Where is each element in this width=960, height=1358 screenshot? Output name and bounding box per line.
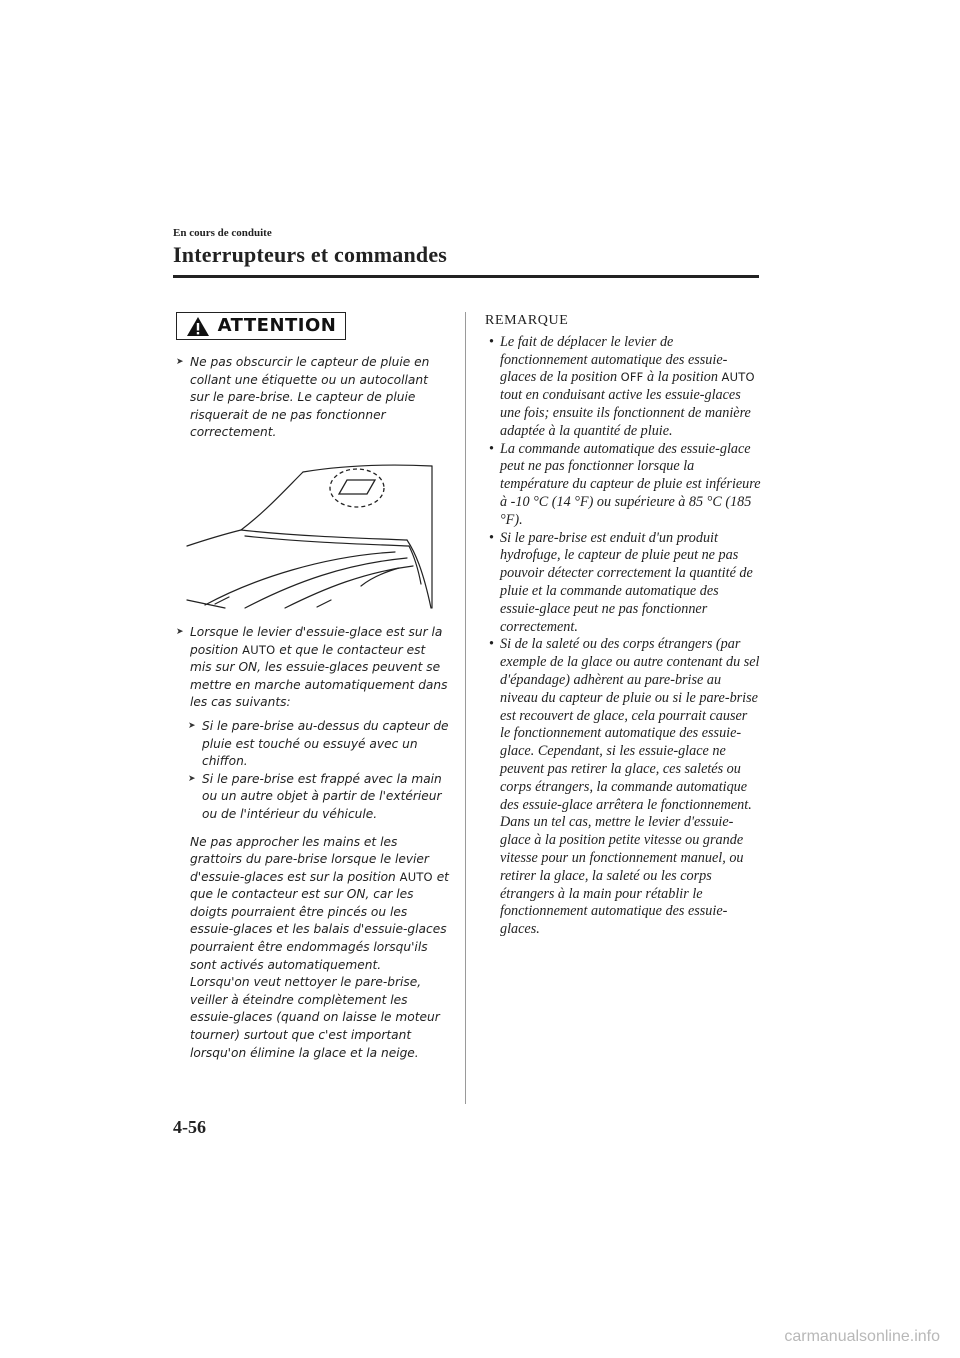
bullet-dot-icon: • xyxy=(489,333,494,350)
note-heading: REMARQUE xyxy=(485,313,569,328)
note-item-dirt-ice: • Si de la saleté ou des corps étrangers (par exemple de la glace ou autre contenant du sel d'épandage) adhèrent au pare-brise au niveau du capteur de pluie ou si le pare-brise est recouvert de glace, cela pourrait causer le fonctionnement automatique des essuie-glace. Cependant, si les essuie-glace ne peuvent pas retirer la glace, ces saletés ou corps étrangers, la commande automatique des essuie-glace arrêtera le fonctionnement. Dans un tel cas, mettre le levier d'essuie-glace à la position petite vitesse ou grande vitesse pour un fonctionnement manuel, ou retirer la glace, la saleté ou les corps étrangers à la main pour rétablir le fonctionnement automatique des essuie-glaces. xyxy=(489,636,760,938)
arrow-bullet-icon: ➤ xyxy=(176,357,184,367)
column-divider xyxy=(465,312,466,1104)
note-item-temperature: • La commande automatique des essuie-glace peut ne pas fonctionner lorsque la température du capteur de pluie est inférieure à -10 °C (14 °F) ou supérieure à 85 °C (185 °F). xyxy=(489,440,761,528)
warning-paragraph-cleaning: Lorsqu'on veut nettoyer le pare-brise, veiller à éteindre complètement les essuie-glaces (quand on laisse le moteur tourner) surtout que c'est important lorsqu'on élimine la glace et la neige. xyxy=(190,975,440,1060)
bullet-dot-icon: • xyxy=(489,529,494,546)
bullet-dot-icon: • xyxy=(489,636,494,653)
auto-mode-label: AUTO xyxy=(399,869,433,884)
note-item-off-to-auto: • Le fait de déplacer le levier de fonctionnement automatique des essuie-glaces de la position OFF à la position AUTO tout en conduisant active les essuie-glaces une fois; ensuite ils fonctionnent de manière adaptée à la quantité de pluie. xyxy=(489,333,755,439)
warning-banner xyxy=(176,312,346,340)
warning-subitem-struck: ➤ Si le pare-brise est frappé avec la main ou un autre objet à partir de l'extérieur ou de l'intérieur du véhicule. xyxy=(188,771,442,821)
rain-sensor-highlight xyxy=(330,469,384,507)
warning-column xyxy=(173,312,449,1062)
warning-paragraph-hands: Ne pas approcher les mains et les grattoirs du pare-brise lorsque le levier d'essuie-glaces est sur la position AUTO et que le contacteur est sur ON, car les doigts pourraient être pincés ou les essuie-glaces et les balais d'essuie-glaces pourraient être endommagés lorsqu'ils sont activés automatiquement. xyxy=(190,834,449,972)
arrow-bullet-icon: ➤ xyxy=(176,626,184,637)
warning-item-sticker: ➤ Ne pas obscurcir le capteur de pluie en collant une étiquette ou un autocollant sur le pare-brise. Le capteur de pluie risquerait de ne pas fonctionner correctement. xyxy=(176,355,430,440)
warning-subitem-touched: ➤ Si le pare-brise au-dessus du capteur de pluie est touché ou essuyé avec un chiffon. xyxy=(188,718,449,769)
auto-mode-label: AUTO xyxy=(721,370,755,385)
section-label: En cours de conduite xyxy=(173,227,272,239)
windshield-rain-sensor-illustration xyxy=(185,460,433,610)
auto-mode-label: AUTO xyxy=(242,642,276,657)
warning-triangle-icon xyxy=(186,316,210,337)
arrow-bullet-icon: ➤ xyxy=(188,773,196,784)
watermark: carmanualsonline.info xyxy=(784,1328,940,1345)
arrow-bullet-icon: ➤ xyxy=(188,720,196,731)
header-rule xyxy=(173,275,759,278)
warning-label: ATTENTION xyxy=(217,315,337,337)
chapter-title: Interrupteurs et commandes xyxy=(173,242,448,267)
rain-sensor xyxy=(339,480,375,494)
note-column xyxy=(485,312,761,939)
off-mode-label: OFF xyxy=(620,370,644,385)
note-item-water-repellent: • Si le pare-brise est enduit d'un produit hydrofuge, le capteur de pluie peut ne pas pouvoir détecter correctement la quantité de pluie et la commande automatique des essuie-glace peut ne pas fonctionner correctement. xyxy=(489,529,753,635)
bullet-dot-icon: • xyxy=(489,440,494,457)
page-number: 4-56 xyxy=(173,1117,206,1137)
warning-item-auto-activation: ➤ Lorsque le levier d'essuie-glace est sur la position AUTO et que le contacteur est mis sur ON, les essuie-glaces peuvent se mettre en marche automatiquement dans les cas suivants: xyxy=(176,624,448,710)
